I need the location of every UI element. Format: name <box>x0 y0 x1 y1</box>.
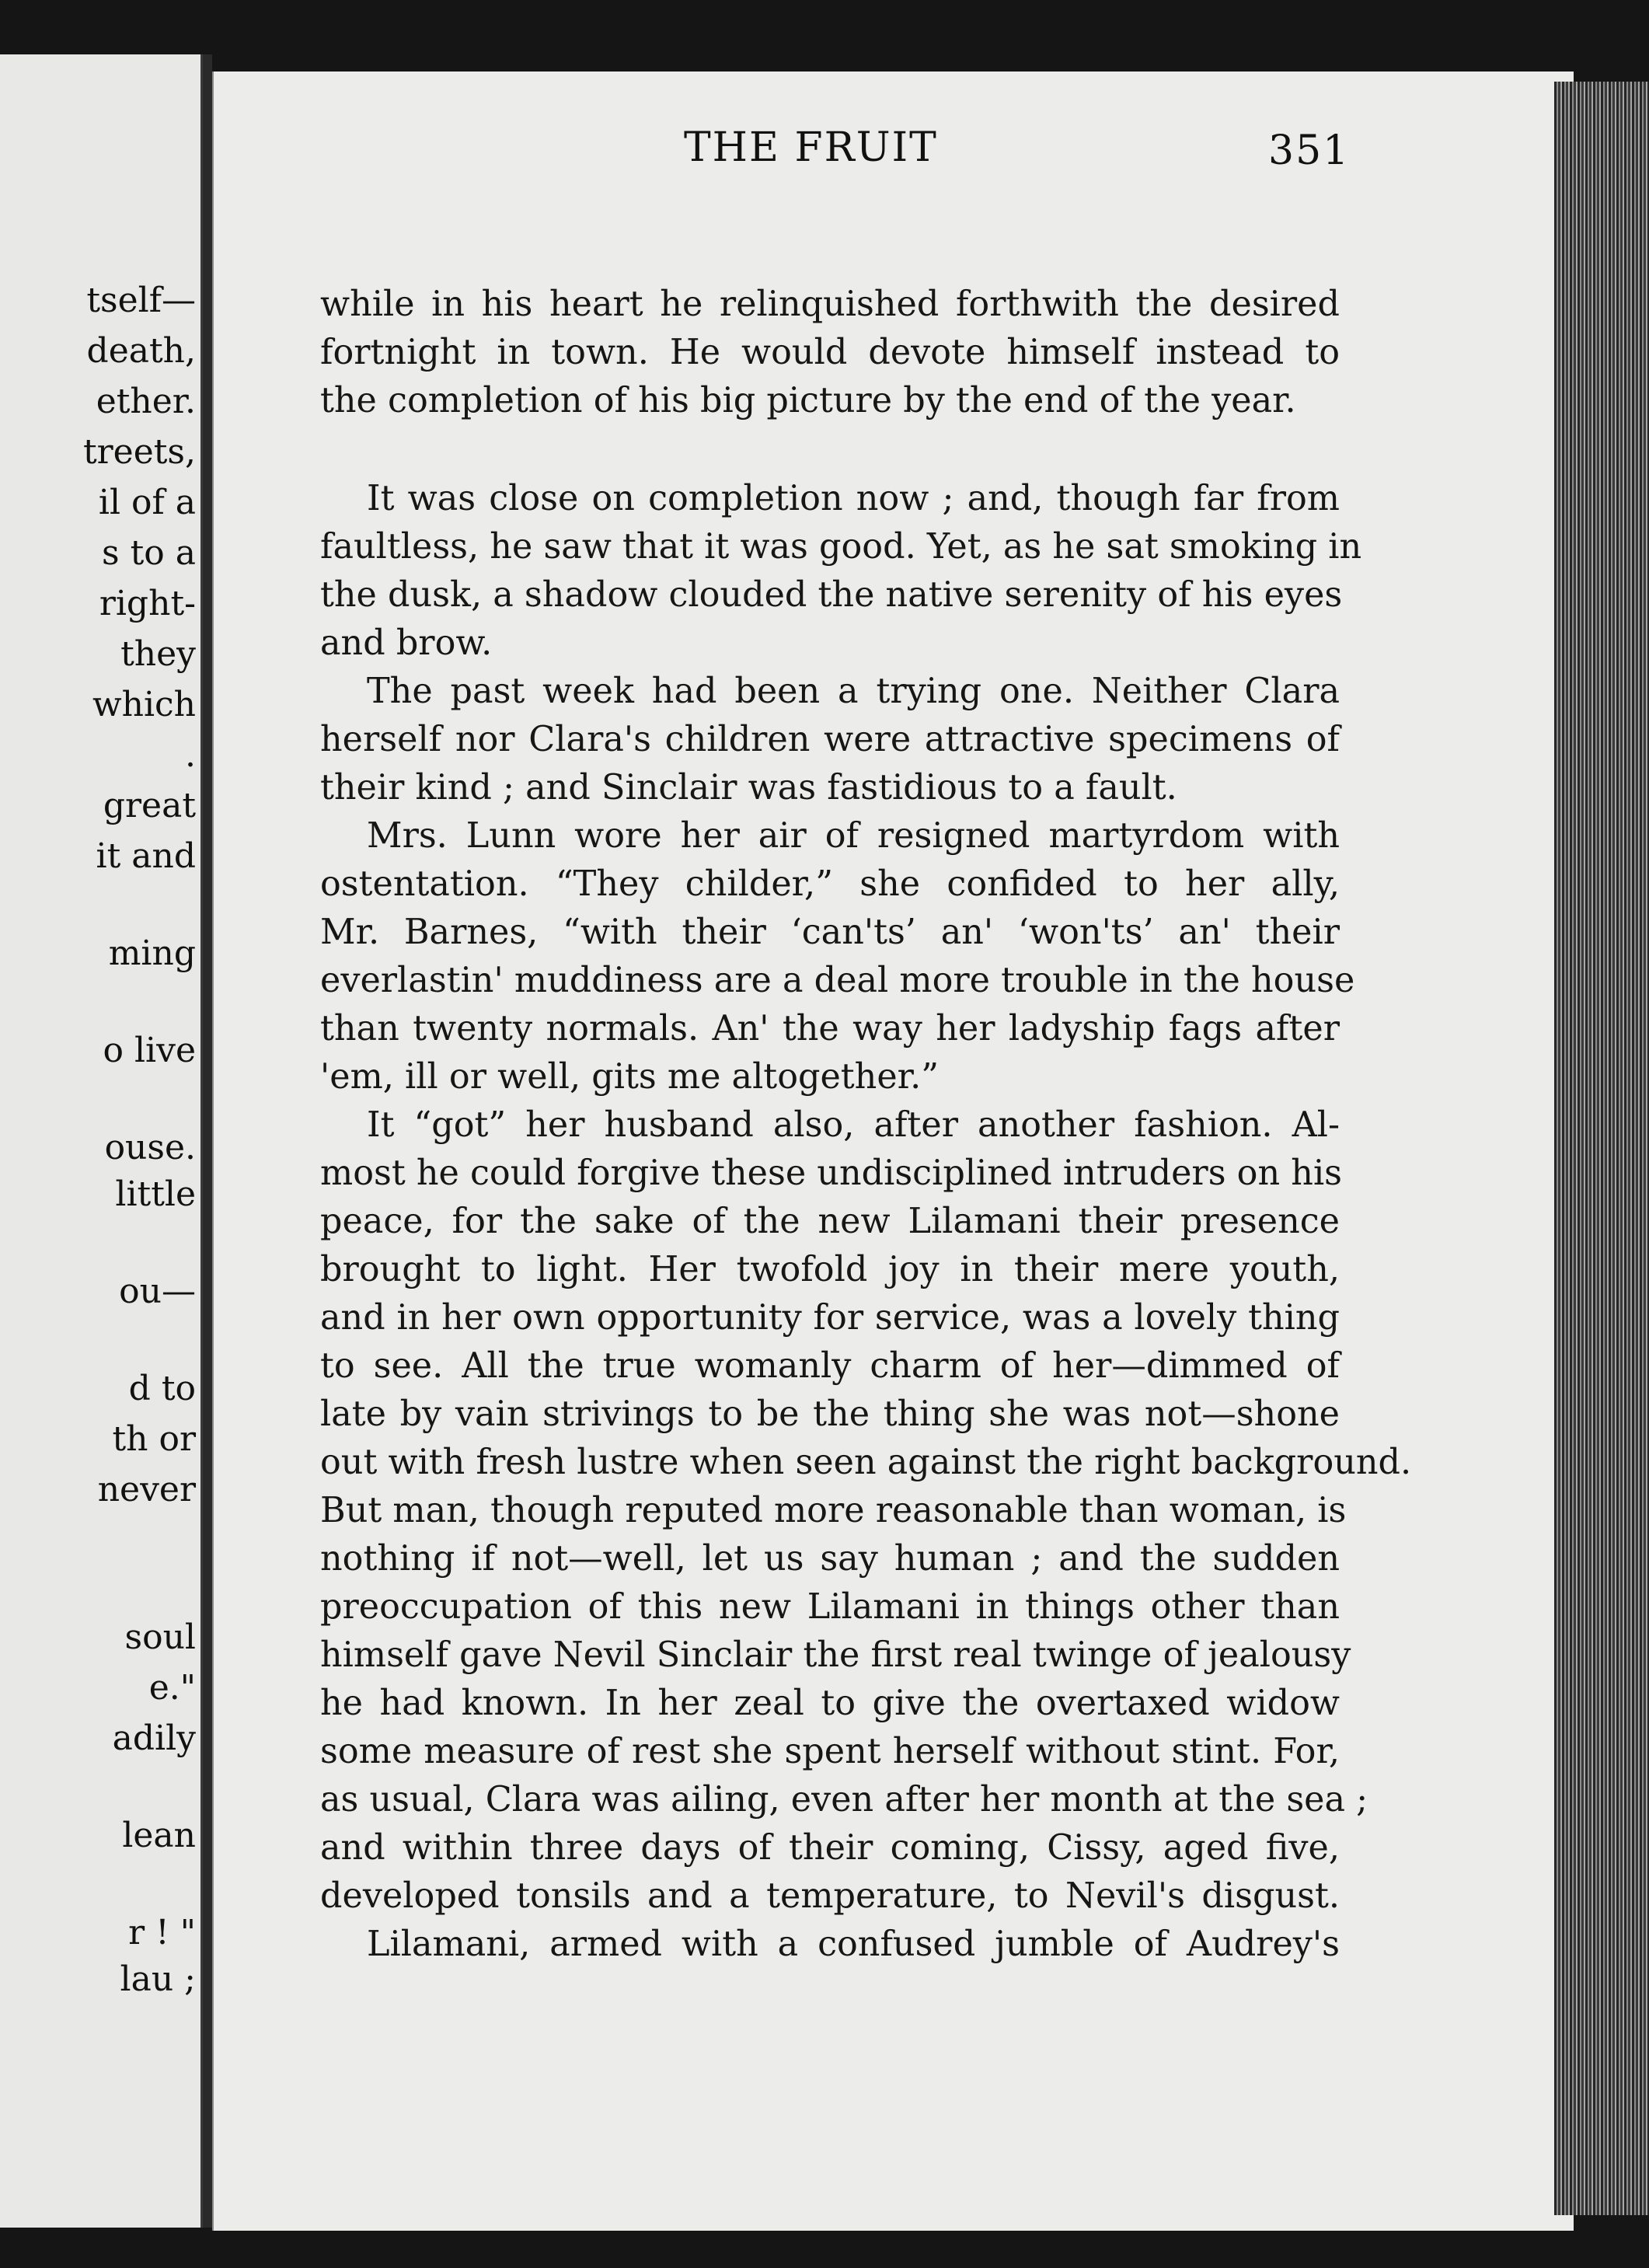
facing-page-line: d to <box>128 1369 196 1408</box>
book-gutter <box>203 54 212 2228</box>
text-line: some measure of rest she spent herself without stint. For, <box>320 1732 1340 1771</box>
text-line: ostentation. “They childer,” she confided to her ally, <box>320 864 1340 904</box>
text-line: he had known. In her zeal to give the overtaxed widow <box>320 1684 1340 1723</box>
text-line: peace, for the sake of the new Lilamani their presence <box>320 1202 1340 1241</box>
text-line: Mr. Barnes, “with their ‘can'ts’ an' ‘won'ts’ an' their <box>320 912 1340 952</box>
text-line: to see. All the true womanly charm of her—dimmed of <box>320 1346 1340 1386</box>
facing-page-line: they <box>120 634 196 674</box>
text-line: But man, though reputed more reasonable than woman, is <box>320 1491 1347 1530</box>
text-line: brought to light. Her twofold joy in their mere youth, <box>320 1250 1340 1289</box>
page-edges <box>1554 82 1649 2215</box>
facing-page-line: tself— <box>86 281 196 320</box>
text-line: out with fresh lustre when seen against the right background. <box>320 1443 1412 1482</box>
text-line: most he could forgive these undisciplined intruders on his <box>320 1153 1343 1193</box>
text-line: It was close on completion now ; and, though far from <box>367 479 1340 518</box>
facing-page-line: e." <box>148 1668 196 1708</box>
text-line: everlastin' muddiness are a deal more trouble in the house <box>320 961 1355 1000</box>
text-line: faultless, he saw that it was good. Yet, as he sat smoking in <box>320 527 1362 567</box>
text-line: while in his heart he relinquished forthwith the desired <box>320 284 1340 324</box>
page-number: 351 <box>1268 127 1351 174</box>
text-line: Mrs. Lunn wore her air of resigned martyrdom with <box>367 816 1340 856</box>
facing-page-line: little <box>115 1174 196 1214</box>
facing-page-line: never <box>97 1470 196 1509</box>
text-line: and within three days of their coming, Cissy, aged five, <box>320 1828 1340 1868</box>
text-line: fortnight in town. He would devote himself instead to <box>320 333 1340 372</box>
facing-page-line: it and <box>96 836 196 876</box>
text-line: herself nor Clara's children were attractive specimens of <box>320 720 1340 759</box>
facing-page-line: . <box>185 735 196 775</box>
facing-page-line: ouse. <box>104 1128 196 1167</box>
text-line: 'em, ill or well, gits me altogether.” <box>320 1057 939 1097</box>
text-line: as usual, Clara was ailing, even after her month at the sea ; <box>320 1780 1368 1820</box>
text-line: the dusk, a shadow clouded the native serenity of his eyes <box>320 575 1343 615</box>
running-title: THE FRUIT <box>684 124 938 171</box>
text-line: Lilamani, armed with a confused jumble of Audrey's <box>367 1924 1340 1964</box>
facing-page-line: il of a <box>98 483 196 522</box>
facing-page-line: ou— <box>119 1272 196 1311</box>
text-line: nothing if not—well, let us say human ; and the sudden <box>320 1539 1340 1579</box>
text-line: developed tonsils and a temperature, to Nevil's disgust. <box>320 1876 1340 1916</box>
facing-page-line: adily <box>112 1718 196 1758</box>
facing-page <box>0 54 203 2228</box>
facing-page-line: ming <box>108 933 196 973</box>
facing-page-line: right- <box>99 584 196 623</box>
text-line: than twenty normals. An' the way her ladyship fags after <box>320 1009 1340 1049</box>
text-line: and in her own opportunity for service, was a lovely thing <box>320 1298 1340 1338</box>
facing-page-line: soul <box>124 1617 196 1657</box>
facing-page-line: th or <box>112 1419 196 1459</box>
facing-page-line: death, <box>86 331 196 371</box>
text-line: preoccupation of this new Lilamani in things other than <box>320 1587 1340 1627</box>
text-line: The past week had been a trying one. Neither Clara <box>367 672 1340 711</box>
text-line: the completion of his big picture by the end of the year. <box>320 381 1296 420</box>
facing-page-line: ether. <box>96 382 196 421</box>
facing-page-line: treets, <box>82 432 196 472</box>
text-line: It “got” her husband also, after another fashion. Al- <box>367 1105 1340 1145</box>
facing-page-line: r ! " <box>128 1913 196 1952</box>
text-line: himself gave Nevil Sinclair the first real twinge of jealousy <box>320 1635 1351 1675</box>
facing-page-line: lau ; <box>120 1959 196 1999</box>
text-line: and brow. <box>320 623 493 663</box>
facing-page-line: lean <box>122 1816 196 1855</box>
facing-page-line: s to a <box>102 533 196 573</box>
text-line: late by vain strivings to be the thing she was not—shone <box>320 1394 1340 1434</box>
facing-page-line: great <box>103 786 196 825</box>
facing-page-line: o live <box>103 1031 196 1070</box>
text-line: their kind ; and Sinclair was fastidious to a fault. <box>320 768 1177 808</box>
facing-page-line: which <box>92 685 196 724</box>
